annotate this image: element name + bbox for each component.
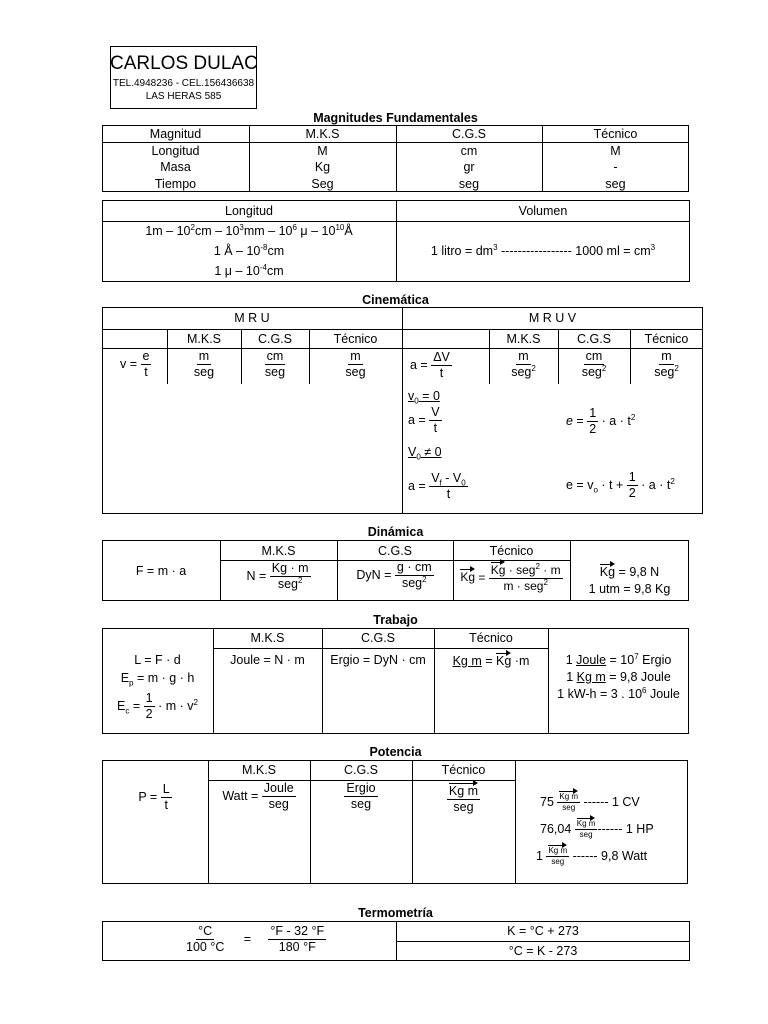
temperature-conversion-formula: $\frac{^\circ C}{100 ^\circ C}$ = $\frac{^\circ F - 32 ^\circ F}{180 ^\circ F}$ [186, 924, 325, 955]
volumen-header: Volumen [518, 204, 568, 218]
potencia-col-cgs: C.G.S [343, 763, 379, 777]
v0-zero-accel: a = $\frac{V}{t}$ [408, 405, 440, 436]
table-cell: M [317, 144, 328, 158]
dinamica-col-tecnico: Técnico [489, 544, 534, 558]
joule-ergio-equivalence: 1 Joule = $10^7$ Ergio [565, 651, 672, 667]
section-title-dinamica: Dinámica [367, 525, 424, 539]
potencia-mks-unit: Watt = $\frac{\text{Joule}}{\text{seg}}$ [222, 781, 294, 812]
dinamica-mks-unit: N = $\frac{Kg \cdot m}{seg^2}$ [246, 561, 309, 592]
mruv-formula: a = $\frac{\Delta V}{t}$ [410, 350, 450, 381]
table-cell: M [610, 144, 621, 158]
table-header: Técnico [593, 127, 638, 141]
author-name: CARLOS DULAC [110, 53, 258, 74]
volumen-eq: 1 litro = $dm^3$ ----------------- 1000 ml = $cm^3$ [430, 242, 656, 258]
v0-nonzero-label: $V_0 \ne 0$ [408, 445, 442, 462]
mruv-mks-unit: $\frac{m}{seg^2}$ [511, 349, 536, 380]
trabajo-col-mks: M.K.S [250, 631, 285, 645]
potential-energy-formula: $E_p = m \cdot g \cdot h$ [120, 671, 195, 688]
table-cell: Tiempo [154, 177, 197, 191]
mruv-tecnico-unit: $\frac{m}{seg^2}$ [654, 349, 679, 380]
kgm-joule-equivalence: 1 Kg m = 9,8 Joule [566, 670, 671, 684]
v0-zero-distance: e = $\frac{1}{2}$ · $a \cdot t^2$ [566, 406, 636, 437]
author-address: LAS HERAS 585 [145, 91, 222, 102]
section-title-potencia: Potencia [369, 745, 422, 759]
table-cell: Kg [314, 160, 331, 174]
v0-nonzero-accel: a = $\frac{V_f - V_0}{t}$ [408, 471, 466, 502]
section-title-magnitudes: Magnitudes Fundamentales [313, 111, 478, 125]
section-title-cinematica: Cinemática [362, 293, 429, 307]
section-title-trabajo: Trabajo [373, 613, 418, 627]
longitud-eq-3: 1 μ – $10^{-4}cm$ [214, 262, 284, 278]
kg-equivalence: Kg = 9,8 N [599, 565, 660, 579]
v0-nonzero-distance: $e = v_o \cdot t$ + $\frac{1}{2}$ · $a \cdot t^2$ [566, 470, 675, 501]
table-cell: Masa [160, 160, 191, 174]
cv-equivalence: 75 $\frac{\text{Kg m}}{\text{seg}}$ ------ 1 CV [540, 792, 640, 813]
mru-col-tecnico: Técnico [333, 332, 378, 346]
table-cell: gr [463, 160, 475, 174]
kinetic-energy-formula: $E_c$ = $\frac{1}{2}$ · $m \cdot v^2$ [117, 691, 198, 722]
utm-equivalence: 1 utm = 9,8 Kg [588, 582, 671, 596]
table-cell: seg [458, 177, 480, 191]
table-header: Magnitud [149, 127, 202, 141]
mru-tecnico-unit: $\frac{m}{\text{seg}}$ [345, 349, 366, 380]
longitud-header: Longitud [225, 204, 273, 218]
potencia-tecnico-unit: $\frac{\text{Kg m}}{\text{seg}}$ [448, 784, 479, 815]
work-formula: L = F · d [134, 653, 181, 667]
dinamica-formula: F = m · a [135, 564, 187, 578]
mru-cgs-unit: $\frac{cm}{\text{seg}}$ [264, 349, 286, 380]
mru-col-mks: M.K.S [186, 332, 222, 346]
table-cell: - [613, 160, 618, 174]
table-cell: Longitud [151, 144, 200, 158]
watt-equivalence: 1 $\frac{\text{Kg m}}{\text{seg}}$ ------ 9,8 Watt [536, 846, 648, 867]
dinamica-col-mks: M.K.S [261, 544, 296, 558]
trabajo-tecnico-unit: Kg m = Kg ·m [452, 654, 530, 668]
potencia-col-mks: M.K.S [241, 763, 277, 777]
table-header: C.G.S [451, 127, 487, 141]
longitud-eq-1: $1m - 10^2cm - 10^3mm - 10^6$ μ – $10^{10}Å$ [145, 222, 353, 238]
trabajo-mks-unit: Joule = N · m [230, 653, 305, 667]
dinamica-col-cgs: C.G.S [377, 544, 413, 558]
mru-col-cgs: C.G.S [257, 332, 293, 346]
power-formula: P = $\frac{L}{t}$ [138, 782, 170, 813]
kwh-joule-equivalence: 1 kW-h = 3 . $10^6$ Joule [557, 685, 680, 701]
table-cell: seg [605, 177, 626, 191]
mru-formula: v = $\frac{e}{t}$ [120, 349, 150, 380]
mruv-cgs-unit: $\frac{cm}{seg^2}$ [581, 349, 607, 380]
table-header: M.K.S [305, 127, 340, 141]
mru-mks-unit: $\frac{m}{\text{seg}}$ [193, 349, 215, 380]
potencia-cgs-unit: $\frac{\text{Ergio}}{\text{seg}}$ [346, 781, 376, 812]
mruv-col-tecnico: Técnico [644, 332, 689, 346]
mruv-header: M R U V [528, 311, 577, 325]
trabajo-cgs-unit: Ergio = DyN · cm [330, 653, 426, 667]
mru-header: M R U [234, 311, 270, 325]
mruv-col-mks: M.K.S [506, 332, 541, 346]
kelvin-formula: K = °C + 273 [507, 924, 579, 938]
mruv-col-cgs: C.G.S [576, 332, 612, 346]
table-cell: cm [460, 144, 478, 158]
trabajo-col-cgs: C.G.S [360, 631, 396, 645]
v0-zero-label: $v_0 = 0$ [408, 389, 440, 406]
celsius-formula: °C = K - 273 [508, 944, 578, 958]
potencia-col-tecnico: Técnico [441, 763, 486, 777]
dinamica-cgs-unit: DyN = $\frac{g \cdot cm}{seg^2}$ [356, 560, 432, 591]
author-phone: TEL.4948236 - CEL.156436638 [112, 78, 255, 89]
hp-equivalence: 76,04 $\frac{\text{Kg m}}{\text{seg}}$ ------ 1 HP [540, 819, 654, 840]
table-cell: Seg [311, 177, 334, 191]
section-title-termometria: Termometría [358, 906, 433, 920]
dinamica-tecnico-unit: Kg = $\frac{Kg \cdot seg^2 \cdot m}{m \cdot seg^2}$ [460, 562, 561, 593]
longitud-eq-2: 1 Å – $10^{-8}cm$ [213, 242, 285, 258]
trabajo-col-tecnico: Técnico [469, 631, 513, 645]
